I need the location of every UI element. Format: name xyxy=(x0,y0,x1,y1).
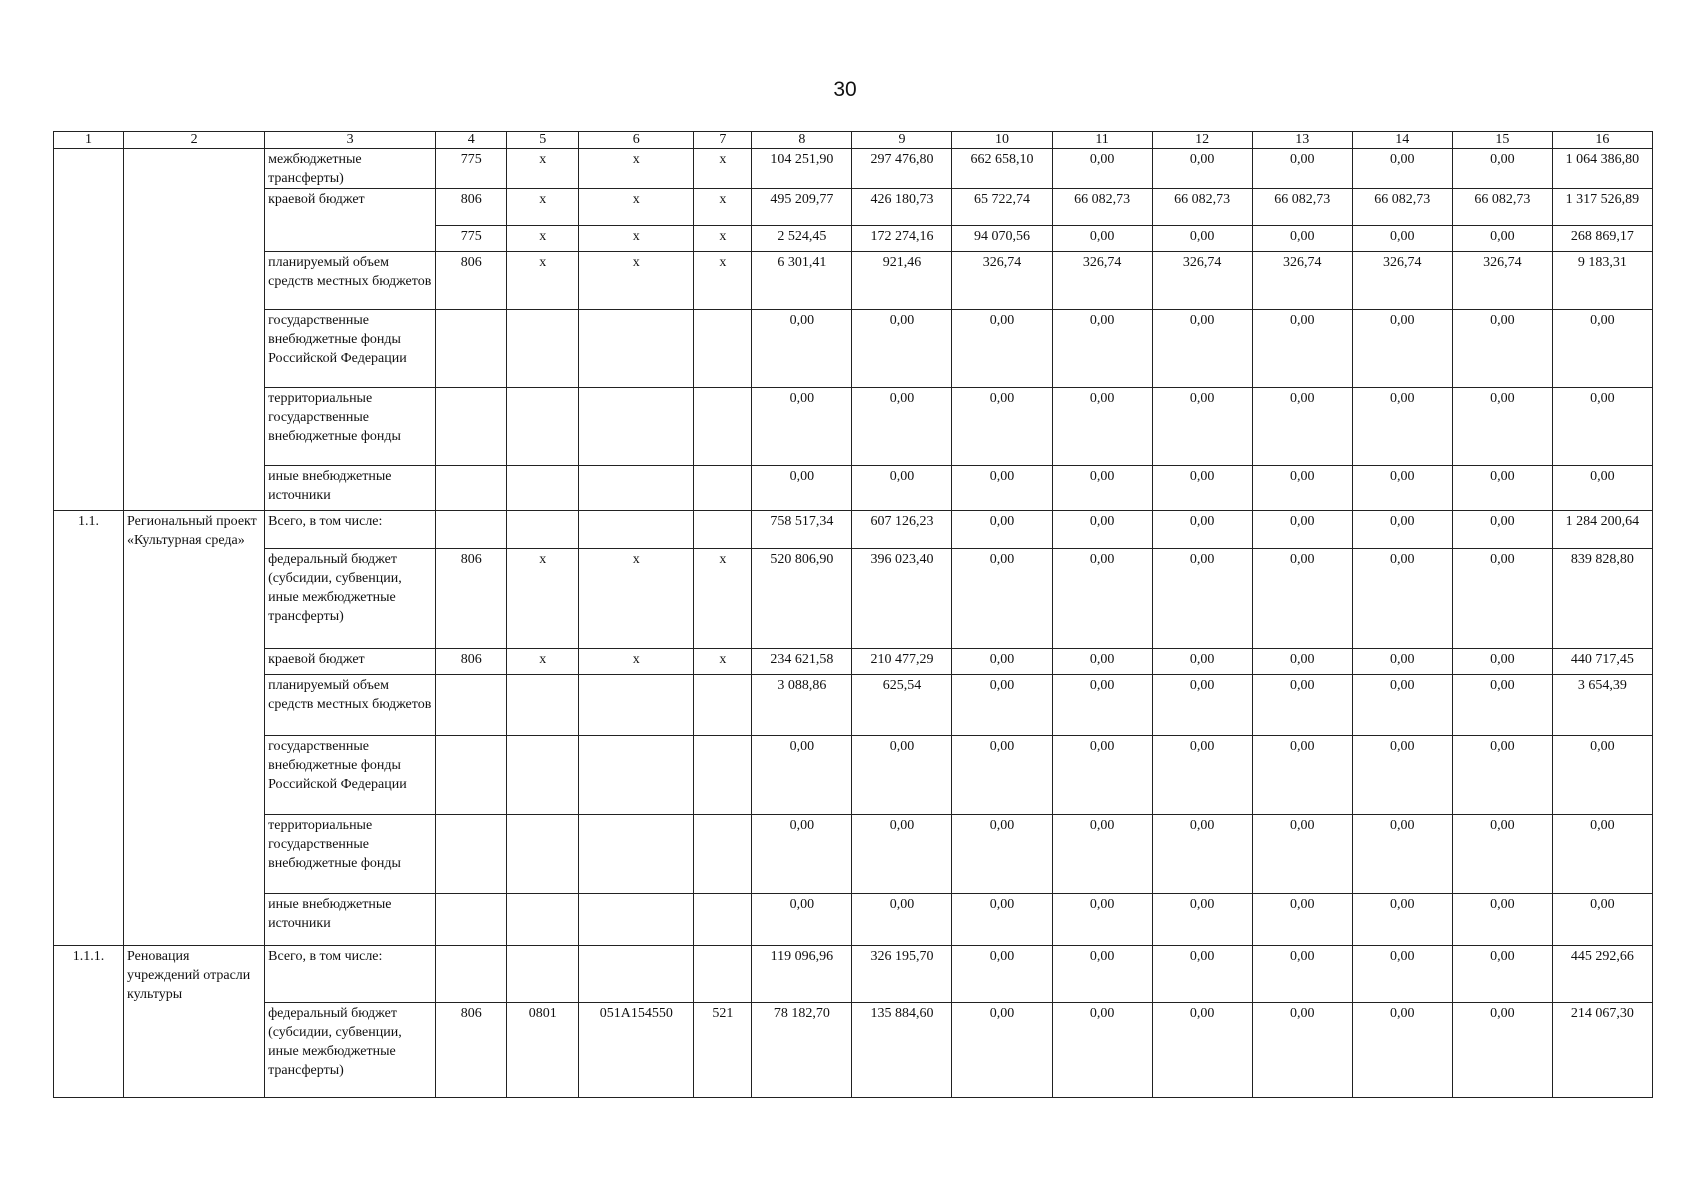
code-cell xyxy=(507,466,579,511)
code-cell: х xyxy=(694,189,752,226)
code-cell xyxy=(579,511,694,549)
value-cell: 0,00 xyxy=(1252,894,1352,946)
value-cell: 0,00 xyxy=(952,946,1052,1003)
value-cell: 1 317 526,89 xyxy=(1552,189,1652,226)
value-cell: 0,00 xyxy=(1152,310,1252,388)
value-cell: 0,00 xyxy=(1252,736,1352,815)
code-cell: х xyxy=(507,149,579,189)
code-cell xyxy=(507,511,579,549)
code-cell xyxy=(436,675,507,736)
value-cell: 0,00 xyxy=(1252,549,1352,649)
value-cell: 0,00 xyxy=(1052,1003,1152,1098)
value-cell: 0,00 xyxy=(1152,511,1252,549)
empty-number-cell xyxy=(54,149,124,511)
code-cell: х xyxy=(694,549,752,649)
column-header: 7 xyxy=(694,132,752,149)
code-cell: х xyxy=(579,189,694,226)
code-cell xyxy=(694,511,752,549)
code-cell: 806 xyxy=(436,1003,507,1098)
code-cell xyxy=(694,466,752,511)
table-row xyxy=(54,894,1653,946)
column-header: 1 xyxy=(54,132,124,149)
column-header: 10 xyxy=(952,132,1052,149)
table-row xyxy=(54,252,1653,310)
value-cell: 0,00 xyxy=(952,549,1052,649)
value-cell: 0,00 xyxy=(1252,511,1352,549)
value-cell: 0,00 xyxy=(1452,549,1552,649)
code-cell: 051А154550 xyxy=(579,1003,694,1098)
code-cell: х xyxy=(507,226,579,252)
value-cell: 0,00 xyxy=(952,1003,1052,1098)
value-cell: 326 195,70 xyxy=(852,946,952,1003)
code-cell xyxy=(436,815,507,894)
value-cell: 839 828,80 xyxy=(1552,549,1652,649)
code-cell: 775 xyxy=(436,226,507,252)
value-cell: 0,00 xyxy=(1052,675,1152,736)
value-cell: 0,00 xyxy=(1352,649,1452,675)
code-cell xyxy=(694,736,752,815)
value-cell: 0,00 xyxy=(1052,149,1152,189)
value-cell: 625,54 xyxy=(852,675,952,736)
column-header: 16 xyxy=(1552,132,1652,149)
code-cell xyxy=(579,675,694,736)
value-cell: 0,00 xyxy=(1152,388,1252,466)
value-cell: 119 096,96 xyxy=(752,946,852,1003)
value-cell: 326,74 xyxy=(1152,252,1252,310)
table-row xyxy=(54,736,1653,815)
column-header: 6 xyxy=(579,132,694,149)
value-cell: 0,00 xyxy=(1452,815,1552,894)
value-cell: 0,00 xyxy=(752,815,852,894)
value-cell: 0,00 xyxy=(1252,310,1352,388)
value-cell: 0,00 xyxy=(1552,736,1652,815)
value-cell: 0,00 xyxy=(952,815,1052,894)
value-cell: 520 806,90 xyxy=(752,549,852,649)
code-cell: 806 xyxy=(436,189,507,226)
code-cell xyxy=(436,511,507,549)
code-cell: х xyxy=(507,549,579,649)
value-cell: 0,00 xyxy=(1552,815,1652,894)
value-cell: 3 088,86 xyxy=(752,675,852,736)
code-cell xyxy=(694,946,752,1003)
code-cell xyxy=(507,388,579,466)
table-row xyxy=(54,388,1653,466)
column-header: 5 xyxy=(507,132,579,149)
code-cell: 806 xyxy=(436,252,507,310)
value-cell: 0,00 xyxy=(1352,511,1452,549)
value-cell: 2 524,45 xyxy=(752,226,852,252)
code-cell: х xyxy=(507,252,579,310)
value-cell: 0,00 xyxy=(1252,149,1352,189)
value-cell: 0,00 xyxy=(1252,466,1352,511)
value-cell: 0,00 xyxy=(852,466,952,511)
table-row xyxy=(54,815,1653,894)
value-cell: 0,00 xyxy=(1552,894,1652,946)
value-cell: 0,00 xyxy=(752,894,852,946)
code-cell xyxy=(507,946,579,1003)
value-cell: 0,00 xyxy=(1052,815,1152,894)
value-cell: 0,00 xyxy=(852,894,952,946)
value-cell: 172 274,16 xyxy=(852,226,952,252)
funding-source: планируемый объем средств местных бюджетов xyxy=(265,252,436,310)
value-cell: 0,00 xyxy=(752,388,852,466)
value-cell: 3 654,39 xyxy=(1552,675,1652,736)
value-cell: 0,00 xyxy=(1352,466,1452,511)
value-cell: 9 183,31 xyxy=(1552,252,1652,310)
value-cell: 0,00 xyxy=(1352,736,1452,815)
code-cell: х xyxy=(694,226,752,252)
value-cell: 0,00 xyxy=(1152,466,1252,511)
code-cell xyxy=(694,815,752,894)
value-cell: 0,00 xyxy=(1352,1003,1452,1098)
code-cell xyxy=(436,946,507,1003)
code-cell: х xyxy=(507,189,579,226)
item-number: 1.1.1. xyxy=(54,946,124,1098)
value-cell: 0,00 xyxy=(1252,815,1352,894)
code-cell: х xyxy=(507,649,579,675)
value-cell: 0,00 xyxy=(1252,1003,1352,1098)
value-cell: 0,00 xyxy=(852,388,952,466)
value-cell: 0,00 xyxy=(752,466,852,511)
value-cell: 0,00 xyxy=(1452,466,1552,511)
value-cell: 0,00 xyxy=(1352,310,1452,388)
value-cell: 0,00 xyxy=(1152,226,1252,252)
value-cell: 66 082,73 xyxy=(1152,189,1252,226)
code-cell: х xyxy=(694,252,752,310)
value-cell: 104 251,90 xyxy=(752,149,852,189)
value-cell: 0,00 xyxy=(852,736,952,815)
code-cell: х xyxy=(579,226,694,252)
value-cell: 66 082,73 xyxy=(1452,189,1552,226)
value-cell: 0,00 xyxy=(1252,649,1352,675)
value-cell: 0,00 xyxy=(1052,946,1152,1003)
value-cell: 66 082,73 xyxy=(1052,189,1152,226)
value-cell: 0,00 xyxy=(1452,149,1552,189)
table-row xyxy=(54,511,1653,549)
code-cell xyxy=(579,736,694,815)
value-cell: 0,00 xyxy=(1152,736,1252,815)
value-cell: 66 082,73 xyxy=(1252,189,1352,226)
value-cell: 0,00 xyxy=(852,310,952,388)
value-cell: 0,00 xyxy=(1452,226,1552,252)
code-cell: 521 xyxy=(694,1003,752,1098)
value-cell: 78 182,70 xyxy=(752,1003,852,1098)
code-cell xyxy=(436,310,507,388)
value-cell: 0,00 xyxy=(1252,946,1352,1003)
value-cell: 0,00 xyxy=(1152,549,1252,649)
code-cell: 0801 xyxy=(507,1003,579,1098)
value-cell: 445 292,66 xyxy=(1552,946,1652,1003)
value-cell: 0,00 xyxy=(1152,675,1252,736)
funding-source: планируемый объем средств местных бюджетов xyxy=(265,675,436,736)
code-cell xyxy=(694,310,752,388)
table-row xyxy=(54,310,1653,388)
value-cell: 0,00 xyxy=(1052,466,1152,511)
value-cell: 0,00 xyxy=(1352,675,1452,736)
value-cell: 1 064 386,80 xyxy=(1552,149,1652,189)
value-cell: 135 884,60 xyxy=(852,1003,952,1098)
value-cell: 0,00 xyxy=(852,815,952,894)
value-cell: 0,00 xyxy=(1152,894,1252,946)
value-cell: 0,00 xyxy=(1452,736,1552,815)
value-cell: 0,00 xyxy=(952,388,1052,466)
code-cell: х xyxy=(579,649,694,675)
value-cell: 326,74 xyxy=(1352,252,1452,310)
funding-source: территориальные государственные внебюджетные фонды xyxy=(265,388,436,466)
funding-source: федеральный бюджет (субсидии, субвенции, иные межбюджетные трансферты) xyxy=(265,549,436,649)
code-cell xyxy=(507,310,579,388)
code-cell xyxy=(507,815,579,894)
code-cell: х xyxy=(694,649,752,675)
value-cell: 326,74 xyxy=(1052,252,1152,310)
column-header: 15 xyxy=(1452,132,1552,149)
value-cell: 0,00 xyxy=(1352,894,1452,946)
value-cell: 0,00 xyxy=(1452,894,1552,946)
column-header: 2 xyxy=(124,132,265,149)
code-cell xyxy=(694,675,752,736)
value-cell: 0,00 xyxy=(752,736,852,815)
column-header: 3 xyxy=(265,132,436,149)
value-cell: 0,00 xyxy=(1452,310,1552,388)
value-cell: 607 126,23 xyxy=(852,511,952,549)
budget-table xyxy=(53,131,1653,1098)
code-cell: 806 xyxy=(436,649,507,675)
value-cell: 0,00 xyxy=(952,894,1052,946)
table-row xyxy=(54,466,1653,511)
code-cell xyxy=(436,466,507,511)
value-cell: 0,00 xyxy=(1352,815,1452,894)
code-cell: х xyxy=(694,149,752,189)
value-cell: 0,00 xyxy=(1552,310,1652,388)
page-number: 30 xyxy=(833,78,857,101)
code-cell: 775 xyxy=(436,149,507,189)
funding-source: государственные внебюджетные фонды Российской Федерации xyxy=(265,736,436,815)
value-cell: 0,00 xyxy=(1052,549,1152,649)
value-cell: 0,00 xyxy=(1252,226,1352,252)
value-cell: 0,00 xyxy=(1252,675,1352,736)
value-cell: 0,00 xyxy=(1052,388,1152,466)
funding-source: краевой бюджет xyxy=(265,189,436,252)
value-cell: 0,00 xyxy=(1352,946,1452,1003)
value-cell: 0,00 xyxy=(1152,946,1252,1003)
value-cell: 0,00 xyxy=(1452,675,1552,736)
table-row xyxy=(54,1003,1653,1098)
value-cell: 0,00 xyxy=(1052,894,1152,946)
code-cell: 806 xyxy=(436,549,507,649)
funding-source: межбюджетные трансферты) xyxy=(265,149,436,189)
value-cell: 0,00 xyxy=(1352,388,1452,466)
funding-source: Всего, в том числе: xyxy=(265,946,436,1003)
value-cell: 440 717,45 xyxy=(1552,649,1652,675)
funding-source: краевой бюджет xyxy=(265,649,436,675)
table-row xyxy=(54,549,1653,649)
value-cell: 0,00 xyxy=(952,511,1052,549)
value-cell: 65 722,74 xyxy=(952,189,1052,226)
table-row xyxy=(54,649,1653,675)
column-number-row xyxy=(54,132,1653,149)
code-cell xyxy=(694,894,752,946)
table-row xyxy=(54,675,1653,736)
value-cell: 0,00 xyxy=(1452,1003,1552,1098)
value-cell: 268 869,17 xyxy=(1552,226,1652,252)
value-cell: 326,74 xyxy=(1452,252,1552,310)
value-cell: 0,00 xyxy=(952,649,1052,675)
value-cell: 297 476,80 xyxy=(852,149,952,189)
value-cell: 0,00 xyxy=(1452,946,1552,1003)
table-row xyxy=(54,149,1653,189)
funding-source: Всего, в том числе: xyxy=(265,511,436,549)
value-cell: 0,00 xyxy=(1152,1003,1252,1098)
value-cell: 6 301,41 xyxy=(752,252,852,310)
value-cell: 426 180,73 xyxy=(852,189,952,226)
value-cell: 0,00 xyxy=(1352,226,1452,252)
code-cell xyxy=(579,815,694,894)
table-row xyxy=(54,946,1653,1003)
code-cell xyxy=(579,946,694,1003)
code-cell xyxy=(694,388,752,466)
column-header: 8 xyxy=(752,132,852,149)
code-cell xyxy=(436,388,507,466)
value-cell: 758 517,34 xyxy=(752,511,852,549)
value-cell: 0,00 xyxy=(1152,649,1252,675)
value-cell: 0,00 xyxy=(1352,549,1452,649)
value-cell: 66 082,73 xyxy=(1352,189,1452,226)
value-cell: 0,00 xyxy=(1052,310,1152,388)
value-cell: 0,00 xyxy=(1052,226,1152,252)
code-cell xyxy=(507,675,579,736)
value-cell: 495 209,77 xyxy=(752,189,852,226)
code-cell xyxy=(436,894,507,946)
funding-source: иные внебюджетные источники xyxy=(265,466,436,511)
code-cell xyxy=(507,894,579,946)
value-cell: 0,00 xyxy=(752,310,852,388)
value-cell: 0,00 xyxy=(1452,649,1552,675)
item-name: Реновация учреждений отрасли культуры xyxy=(124,946,265,1098)
column-header: 9 xyxy=(852,132,952,149)
value-cell: 0,00 xyxy=(952,466,1052,511)
empty-name-cell xyxy=(124,149,265,511)
value-cell: 0,00 xyxy=(1052,736,1152,815)
value-cell: 396 023,40 xyxy=(852,549,952,649)
value-cell: 210 477,29 xyxy=(852,649,952,675)
value-cell: 326,74 xyxy=(952,252,1052,310)
value-cell: 0,00 xyxy=(1452,511,1552,549)
value-cell: 214 067,30 xyxy=(1552,1003,1652,1098)
code-cell: х xyxy=(579,252,694,310)
code-cell xyxy=(436,736,507,815)
column-header: 13 xyxy=(1252,132,1352,149)
value-cell: 0,00 xyxy=(952,675,1052,736)
table-row xyxy=(54,189,1653,226)
column-header: 14 xyxy=(1352,132,1452,149)
code-cell xyxy=(579,466,694,511)
value-cell: 0,00 xyxy=(1052,649,1152,675)
value-cell: 326,74 xyxy=(1252,252,1352,310)
value-cell: 0,00 xyxy=(1352,149,1452,189)
value-cell: 0,00 xyxy=(1052,511,1152,549)
value-cell: 0,00 xyxy=(1552,466,1652,511)
value-cell: 662 658,10 xyxy=(952,149,1052,189)
value-cell: 0,00 xyxy=(1152,815,1252,894)
funding-source: федеральный бюджет (субсидии, субвенции, иные межбюджетные трансферты) xyxy=(265,1003,436,1098)
code-cell: х xyxy=(579,149,694,189)
value-cell: 94 070,56 xyxy=(952,226,1052,252)
value-cell: 0,00 xyxy=(1452,388,1552,466)
funding-source: иные внебюджетные источники xyxy=(265,894,436,946)
value-cell: 0,00 xyxy=(1252,388,1352,466)
value-cell: 1 284 200,64 xyxy=(1552,511,1652,549)
code-cell xyxy=(579,310,694,388)
value-cell: 921,46 xyxy=(852,252,952,310)
value-cell: 0,00 xyxy=(952,736,1052,815)
value-cell: 0,00 xyxy=(952,310,1052,388)
code-cell xyxy=(579,894,694,946)
value-cell: 0,00 xyxy=(1552,388,1652,466)
funding-source: территориальные государственные внебюджетные фонды xyxy=(265,815,436,894)
column-header: 4 xyxy=(436,132,507,149)
value-cell: 234 621,58 xyxy=(752,649,852,675)
code-cell xyxy=(579,388,694,466)
item-name: Региональный проект «Культурная среда» xyxy=(124,511,265,946)
column-header: 12 xyxy=(1152,132,1252,149)
value-cell: 0,00 xyxy=(1152,149,1252,189)
code-cell xyxy=(507,736,579,815)
column-header: 11 xyxy=(1052,132,1152,149)
code-cell: х xyxy=(579,549,694,649)
funding-source: государственные внебюджетные фонды Российской Федерации xyxy=(265,310,436,388)
item-number: 1.1. xyxy=(54,511,124,946)
